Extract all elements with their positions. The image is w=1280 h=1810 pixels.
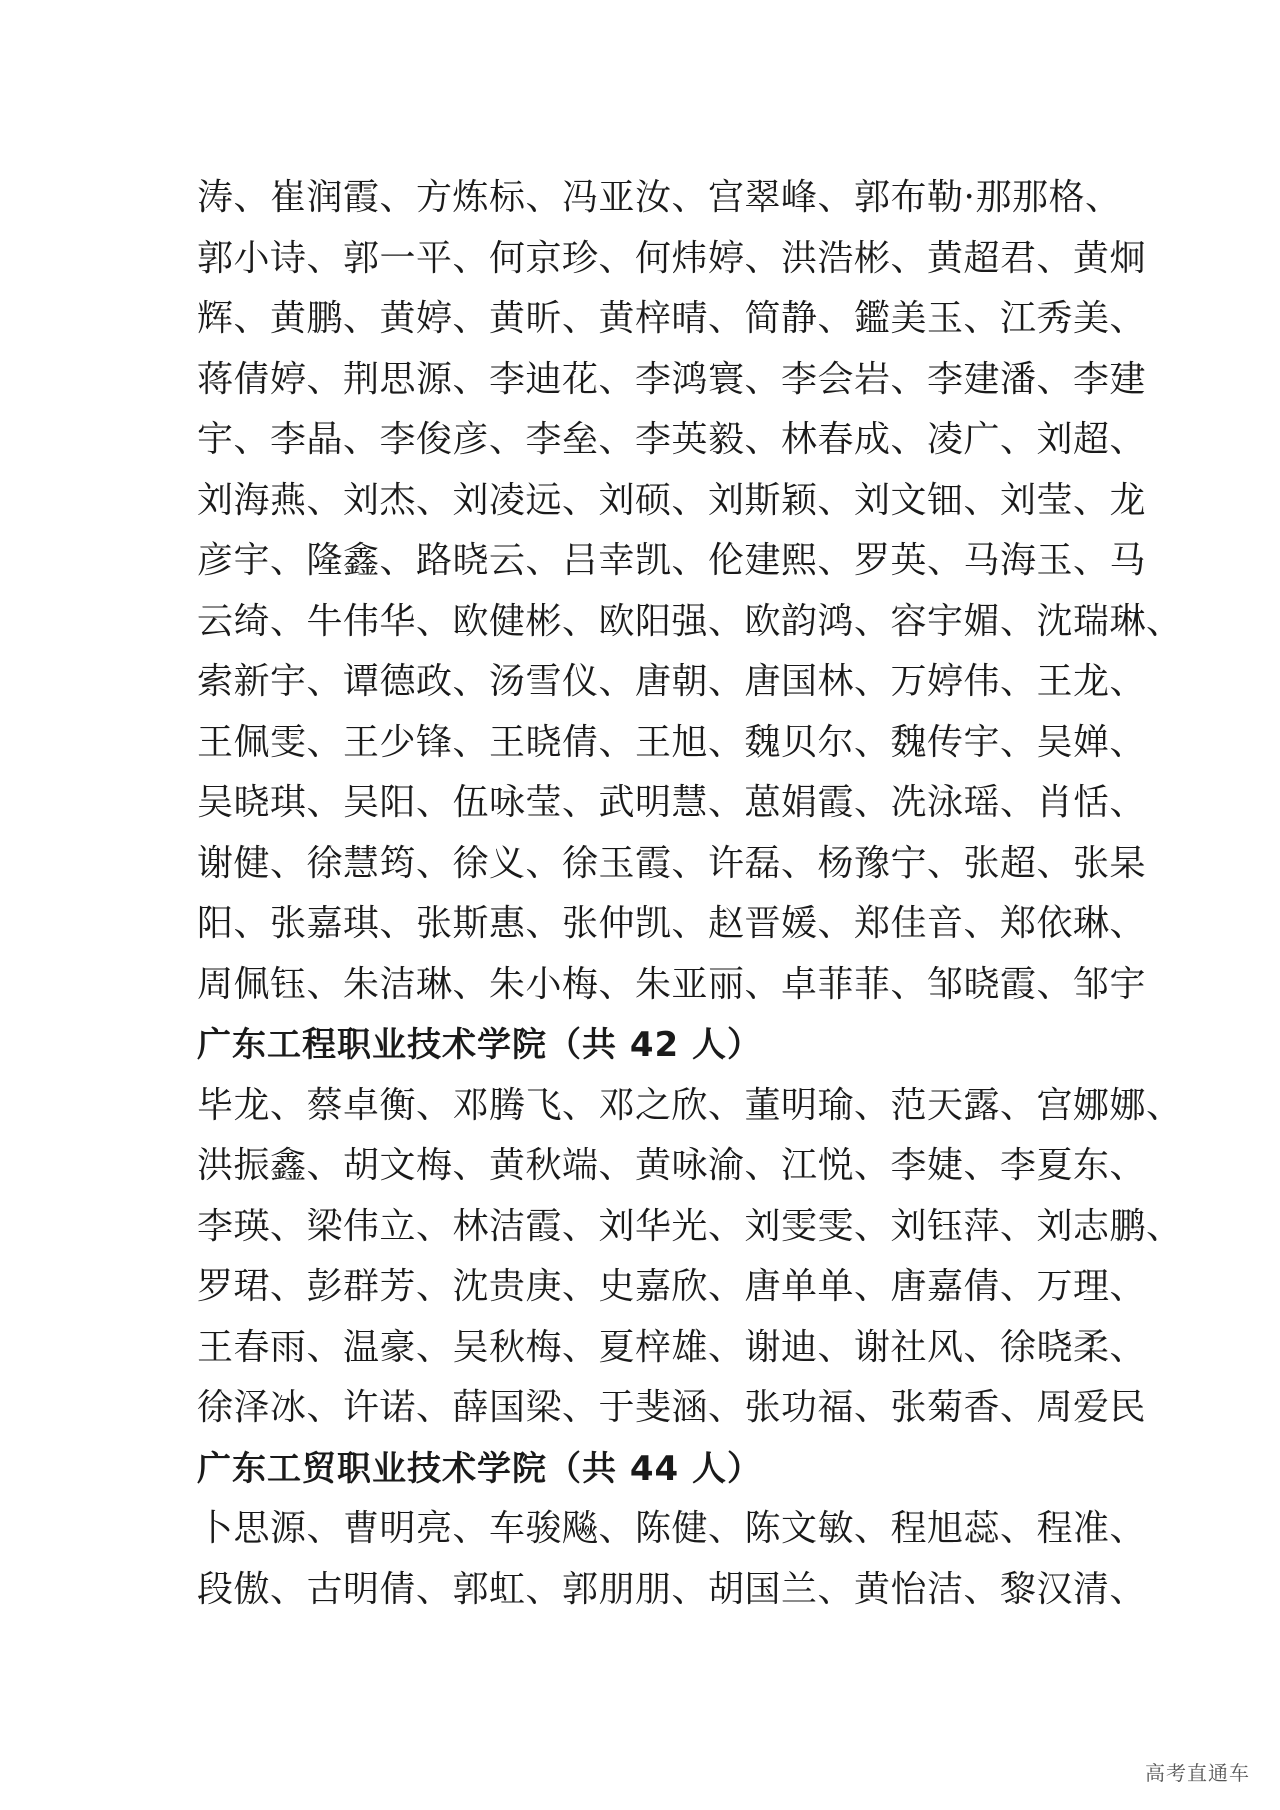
name-line: 李瑛、梁伟立、林洁霞、刘华光、刘雯雯、刘钰萍、刘志鹏、 (197, 1205, 1183, 1247)
name-line: 郭小诗、郭一平、何京珍、何炜婷、洪浩彬、黄超君、黄炯 (197, 237, 1147, 279)
name-list-continued (197, 168, 1183, 1015)
college-heading-gdep: 广东工程职业技术学院（共 42 人） (197, 1025, 762, 1065)
name-list-gdep (197, 1076, 1183, 1439)
name-line: 阳、张嘉琪、张斯惠、张仲凯、赵晋媛、郑佳音、郑依琳、 (197, 903, 1147, 944)
name-line: 段傲、古明倩、郭虹、郭朋朋、胡国兰、黄怡洁、黎汉清、 (197, 1568, 1147, 1610)
name-line: 宇、李晶、李俊彦、李垒、李英毅、林春成、凌广、刘超、 (197, 419, 1147, 460)
name-line: 谢健、徐慧筠、徐义、徐玉霞、许磊、杨豫宁、张超、张杲 (197, 842, 1147, 884)
name-line: 蒋倩婷、荆思源、李迪花、李鸿寰、李会岩、李建潘、李建 (197, 358, 1147, 400)
name-line: 周佩钰、朱洁琳、朱小梅、朱亚丽、卓菲菲、邹晓霞、邹宇 (197, 963, 1147, 1005)
name-line: 辉、黄鹏、黄婷、黄昕、黄梓晴、简静、鑑美玉、江秀美、 (197, 298, 1147, 339)
document-page (197, 168, 1183, 1620)
name-line: 洪振鑫、胡文梅、黄秋端、黄咏渝、江悦、李婕、李夏东、 (197, 1145, 1147, 1186)
name-line: 涛、崔润霞、方炼标、冯亚汝、宫翠峰、郭布勒·那那格、 (197, 177, 1122, 218)
name-line: 卜思源、曹明亮、车骏飚、陈健、陈文敏、程旭蕊、程准、 (197, 1508, 1147, 1549)
name-line: 毕龙、蔡卓衡、邓腾飞、邓之欣、董明瑜、范天露、宫娜娜、 (197, 1084, 1183, 1126)
name-line: 刘海燕、刘杰、刘凌远、刘硕、刘斯颖、刘文钿、刘莹、龙 (197, 479, 1147, 521)
name-line: 彦宇、隆鑫、路晓云、吕幸凯、伦建熙、罗英、马海玉、马 (197, 540, 1147, 581)
name-line: 云绮、牛伟华、欧健彬、欧阳强、欧韵鸿、容宇媚、沈瑞琳、 (197, 600, 1183, 642)
name-line: 王佩雯、王少锋、王晓倩、王旭、魏贝尔、魏传宇、吴婵、 (197, 721, 1147, 763)
college-heading-gdit: 广东工贸职业技术学院（共 44 人） (197, 1448, 762, 1489)
name-list-gdit (197, 1499, 1147, 1620)
name-line: 王春雨、温豪、吴秋梅、夏梓雄、谢迪、谢社风、徐晓柔、 (197, 1326, 1147, 1368)
name-line: 索新宇、谭德政、汤雪仪、唐朝、唐国林、万婷伟、王龙、 (197, 661, 1147, 702)
watermark: 高考直通车 (1145, 1761, 1250, 1785)
name-line: 徐泽冰、许诺、薛国梁、于斐涵、张功福、张菊香、周爱民 (197, 1387, 1147, 1428)
name-line: 吴晓琪、吴阳、伍咏莹、武明慧、葸娟霞、冼泳瑶、肖恬、 (197, 782, 1147, 823)
name-line: 罗珺、彭群芳、沈贵庚、史嘉欣、唐单单、唐嘉倩、万理、 (197, 1266, 1147, 1307)
